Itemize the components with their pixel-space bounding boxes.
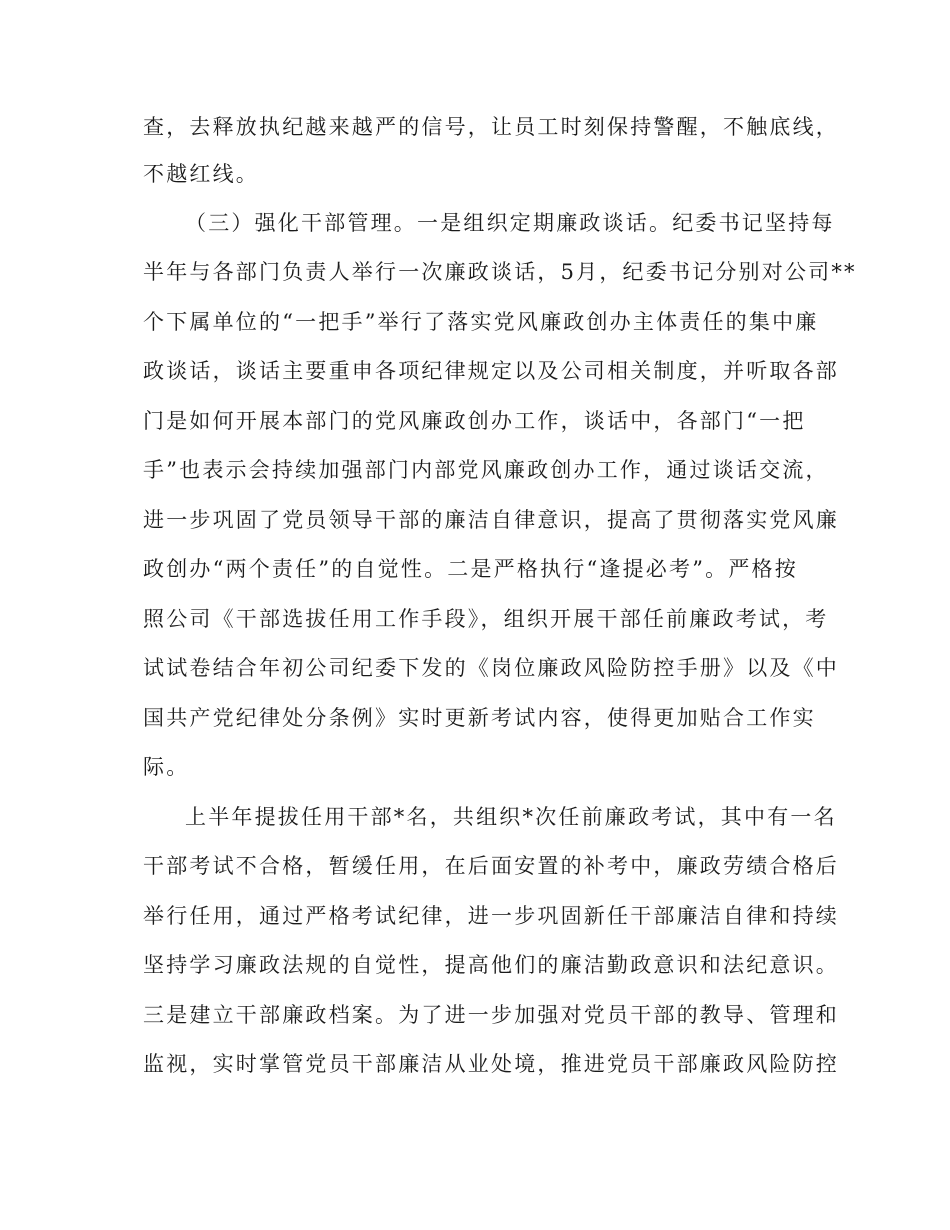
- text-line: 进一步巩固了党员领导干部的廉洁自律意识，提高了贯彻落实党风廉: [143, 508, 839, 532]
- text-line: 半年与各部门负责人举行一次廉政谈话，5月，纪委书记分别对公司**: [143, 260, 857, 284]
- text-line: 国共产党纪律处分条例》实时更新考试内容，使得更加贴合工作实: [143, 706, 816, 730]
- text-line: 查，去释放执纪越来越严的信号，让员工时刻保持警醒，不触底线，: [143, 115, 839, 139]
- text-line: 政谈话，谈话主要重申各项纪律规定以及公司相关制度，并听取各部: [143, 359, 839, 383]
- text-line: 照公司《干部选拔任用工作手段》，组织开展干部任前廉政考试，考: [143, 607, 829, 631]
- text-line: 政创办“两个责任”的自觉性。二是严格执行“逢提必考”。严格按: [143, 557, 798, 581]
- text-line: 际。: [143, 755, 190, 779]
- paragraph-heading-line: （三）强化干部管理。一是组织定期廉政谈话。纪委书记坚持每: [185, 211, 835, 235]
- text-line: 坚持学习廉政法规的自觉性，提高他们的廉洁勤政意识和法纪意识。: [143, 953, 839, 977]
- text-line: 监视，实时掌管党员干部廉洁从业处境，推进党员干部廉政风险防控: [143, 1052, 839, 1076]
- text-line: 手”也表示会持续加强部门内部党风廉政创办工作，通过谈话交流，: [143, 458, 829, 482]
- text-line: 三是建立干部廉政档案。为了进一步加强对党员干部的教导、管理和: [143, 1003, 839, 1027]
- text-line: 门是如何开展本部门的党风廉政创办工作，谈话中，各部门“一把: [143, 409, 806, 433]
- paragraph-start-line: 上半年提拔任用干部*名，共组织*次任前廉政考试，其中有一名: [185, 805, 837, 829]
- text-line: 举行任用，通过严格考试纪律，进一步巩固新任干部廉洁自律和持续: [143, 904, 839, 928]
- text-line: 个下属单位的“一把手”举行了落实党风廉政创办主体责任的集中廉: [143, 310, 819, 334]
- text-line: 试试卷结合年初公司纪委下发的《岗位廉政风险防控手册》以及《中: [143, 656, 839, 680]
- text-line: 干部考试不合格，暂缓任用，在后面安置的补考中，廉政劳绩合格后: [143, 854, 839, 878]
- text-line: 不越红线。: [143, 162, 259, 186]
